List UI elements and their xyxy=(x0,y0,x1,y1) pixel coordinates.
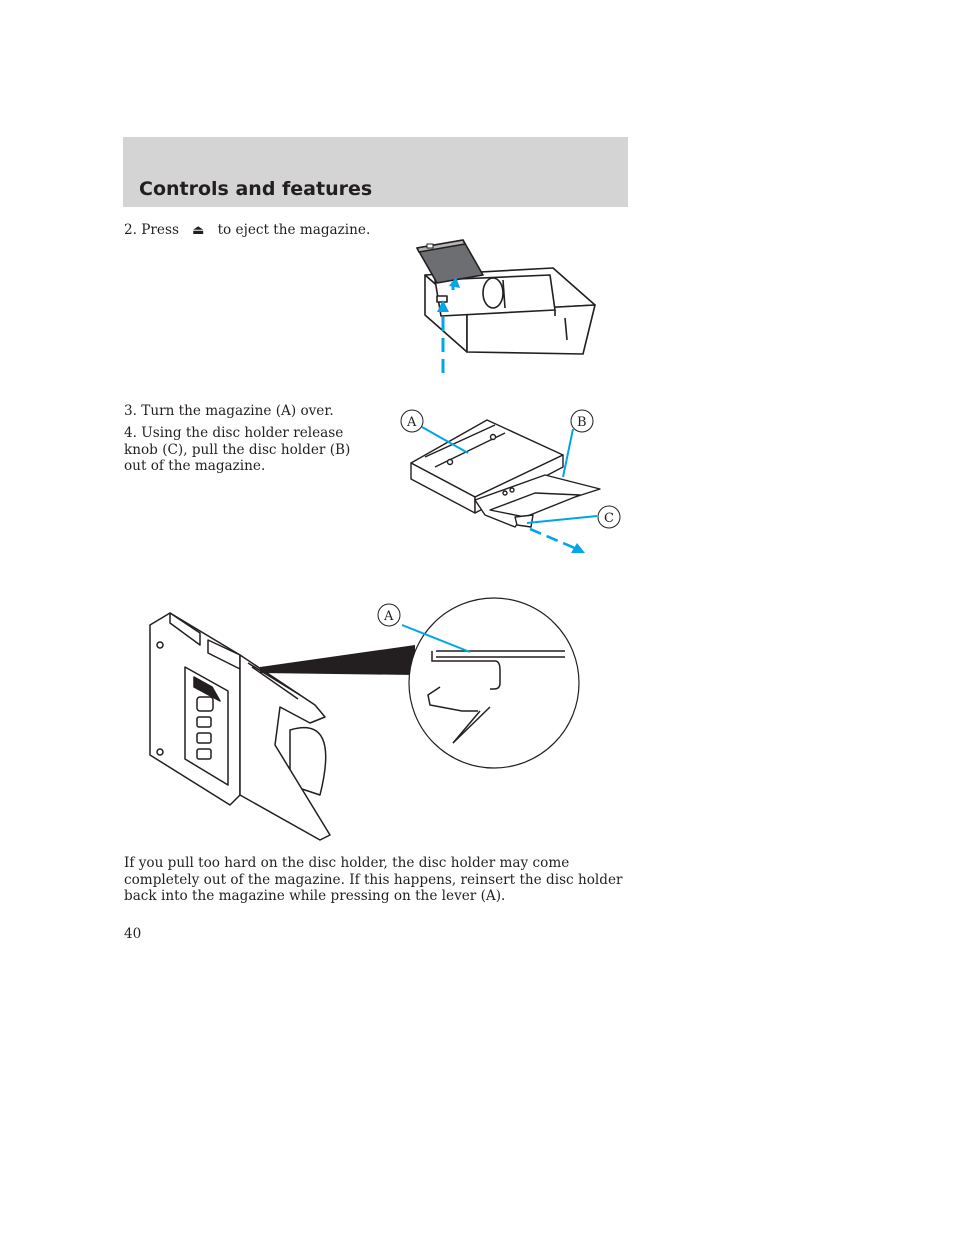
eject-button-on-changer xyxy=(437,296,447,302)
step-3-instruction: 3. Turn the magazine (A) over. xyxy=(124,403,334,419)
step-2-instruction xyxy=(124,222,384,240)
pull-arrow-dashed xyxy=(530,529,577,549)
figure-disc-holder-lever xyxy=(140,595,585,845)
note-paragraph: If you pull too hard on the disc holder, the disc holder may come completely out of the magazine. If this happens, reinsert the disc holder back into the magazine while pressing on the lever (A). xyxy=(124,855,623,904)
label-c: C xyxy=(604,511,614,526)
eject-icon: ⏏ xyxy=(192,223,205,238)
step-4-instruction: 4. Using the disc holder release knob (C), pull the disc holder (B) out of the magazine. xyxy=(124,425,351,474)
figure-cd-changer-eject xyxy=(405,230,615,380)
label-a: A xyxy=(407,415,417,430)
page-number: 40 xyxy=(124,926,142,942)
section-header-band xyxy=(123,137,628,207)
magnified-detail-circle xyxy=(409,598,579,768)
step-2-text-after: to eject the magazine. xyxy=(217,222,371,238)
section-title: Controls and features xyxy=(139,178,373,200)
figure-magazine-disc-holder xyxy=(395,405,614,565)
callout-line-b xyxy=(563,429,573,477)
callout-line-c xyxy=(527,516,597,523)
label-b: B xyxy=(577,415,587,430)
label-lever-a: A xyxy=(384,609,394,624)
step-2-text-before: 2. Press xyxy=(124,222,179,238)
zoom-wedge xyxy=(260,645,415,675)
